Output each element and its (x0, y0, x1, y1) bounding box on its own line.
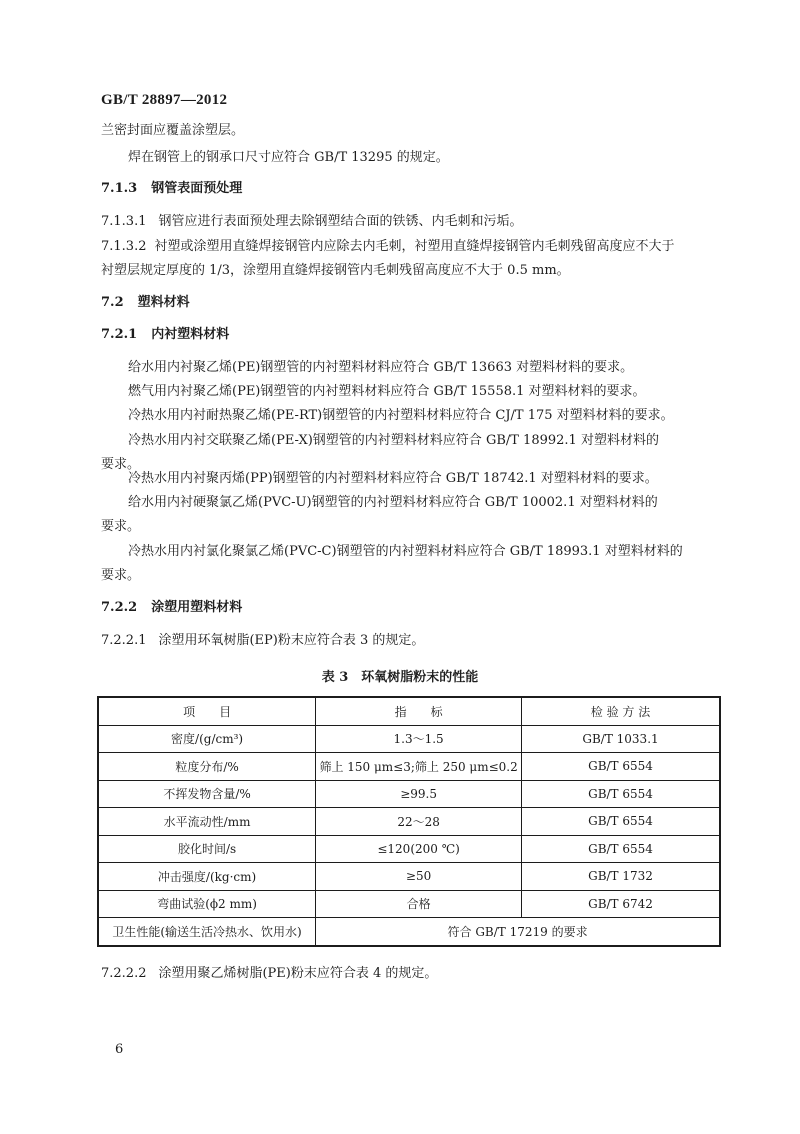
table-row (98, 835, 720, 863)
section-heading-7-1-3 (101, 180, 242, 197)
clause-text: 涂塑用聚乙烯树脂(PE)粉末应符合表 4 的规定。 (158, 966, 438, 981)
clause-7-1-3-2 (101, 238, 675, 255)
section-number: 7.2 (101, 295, 124, 310)
section-number: 7.2.1 (101, 327, 138, 342)
row-spec: 合格 (316, 890, 522, 918)
row-item: 水平流动性/mm (98, 808, 316, 836)
paragraph: 给水用内衬硬聚氯乙烯(PVC-U)钢塑管的内衬塑料材料应符合 GB/T 10002.1 对塑料材料的 (128, 495, 658, 510)
row-item: 不挥发物含量/% (98, 780, 316, 808)
row-item: 胶化时间/s (98, 835, 316, 863)
table-caption: 表 3 环氧树脂粉末的性能 (321, 670, 479, 685)
row-method: GB/T 1732 (522, 863, 720, 891)
section-heading-7-2-2 (101, 599, 242, 616)
row-item: 粒度分布/% (98, 753, 316, 781)
page-number: 6 (115, 1042, 124, 1057)
paragraph: 冷热水用内衬聚丙烯(PP)钢塑管的内衬塑料材料应符合 GB/T 18742.1 对塑料材料的要求。 (128, 471, 658, 486)
row-spec: 22～28 (316, 808, 522, 836)
section-title: 塑料材料 (137, 295, 190, 310)
clause-number: 7.1.3.2 (101, 239, 147, 254)
clause-text-continued: 衬塑层规定厚度的 1/3，涂塑用直缝焊接钢管内毛刺残留高度应不大于 0.5 mm。 (101, 263, 570, 278)
section-heading-7-2 (101, 294, 190, 311)
header-item: 项 目 (98, 697, 316, 725)
table-row (98, 725, 720, 753)
clause-7-2-2-1 (101, 632, 424, 649)
row-method: GB/T 6554 (522, 753, 720, 781)
row-spec: 1.3～1.5 (316, 725, 522, 753)
paragraph: 冷热水用内衬氯化聚氯乙烯(PVC-C)钢塑管的内衬塑料材料应符合 GB/T 18993.1 对塑料材料的 (128, 544, 683, 559)
row-item: 密度/(g/cm³) (98, 725, 316, 753)
row-item: 冲击强度/(kg·cm) (98, 863, 316, 891)
row-method: GB/T 6554 (522, 835, 720, 863)
table-row (98, 890, 720, 918)
row-spec: ≥50 (316, 863, 522, 891)
clause-text: 钢管应进行表面预处理去除钢塑结合面的铁锈、内毛刺和污垢。 (158, 214, 523, 229)
row-method: GB/T 6554 (522, 780, 720, 808)
body-line: 焊在钢管上的钢承口尺寸应符合 GB/T 13295 的规定。 (128, 150, 449, 165)
row-item: 弯曲试验(ϕ2 mm) (98, 890, 316, 918)
header-method: 检 验 方 法 (522, 697, 720, 725)
table-row (98, 780, 720, 808)
row-method: GB/T 1033.1 (522, 725, 720, 753)
paragraph-continued: 要求。 (101, 519, 141, 534)
paragraph: 燃气用内衬聚乙烯(PE)钢塑管的内衬塑料材料应符合 GB/T 15558.1 对塑料材料的要求。 (128, 384, 646, 399)
row-method: GB/T 6742 (522, 890, 720, 918)
section-title: 涂塑用塑料材料 (151, 600, 243, 615)
section-heading-7-2-1 (101, 326, 229, 343)
paragraph-continued: 要求。 (101, 568, 141, 583)
clause-number: 7.1.3.1 (101, 214, 147, 229)
table-header-row (98, 697, 720, 725)
section-number: 7.2.2 (101, 600, 138, 615)
paragraph: 冷热水用内衬交联聚乙烯(PE-X)钢塑管的内衬塑料材料应符合 GB/T 18992.1 对塑料材料的 (128, 433, 659, 448)
table-row-hygiene (98, 918, 720, 946)
epoxy-powder-properties-table (97, 696, 721, 947)
header-spec: 指 标 (316, 697, 522, 725)
paragraph: 冷热水用内衬耐热聚乙烯(PE-RT)钢塑管的内衬塑料材料应符合 CJ/T 175 对塑料材料的要求。 (128, 408, 674, 423)
clause-text: 涂塑用环氧树脂(EP)粉末应符合表 3 的规定。 (158, 633, 425, 648)
clause-number: 7.2.2.1 (101, 633, 147, 648)
row-spec-merged: 符合 GB/T 17219 的要求 (316, 918, 720, 946)
row-method: GB/T 6554 (522, 808, 720, 836)
standard-code: GB/T 28897—2012 (101, 92, 228, 108)
body-line: 兰密封面应覆盖涂塑层。 (101, 123, 245, 138)
clause-text: 衬塑或涂塑用直缝焊接钢管内应除去内毛刺，衬塑用直缝焊接钢管内毛刺残留高度应不大于 (154, 239, 675, 254)
row-item: 卫生性能(输送生活冷热水、饮用水) (98, 918, 316, 946)
table-row (98, 808, 720, 836)
paragraph-continued: 要求。 (101, 457, 141, 472)
clause-7-2-2-2 (101, 965, 437, 982)
section-number: 7.1.3 (101, 181, 138, 196)
table-row (98, 753, 720, 781)
clause-number: 7.2.2.2 (101, 966, 147, 981)
table-row (98, 863, 720, 891)
section-title: 内衬塑料材料 (151, 327, 230, 342)
row-spec: ≥99.5 (316, 780, 522, 808)
section-title: 钢管表面预处理 (151, 181, 243, 196)
paragraph: 给水用内衬聚乙烯(PE)钢塑管的内衬塑料材料应符合 GB/T 13663 对塑料材料的要求。 (128, 360, 634, 375)
row-spec: 筛上 150 μm≤3;筛上 250 μm≤0.2 (316, 753, 522, 781)
clause-7-1-3-1 (101, 213, 523, 230)
row-spec: ≤120(200 ℃) (316, 835, 522, 863)
